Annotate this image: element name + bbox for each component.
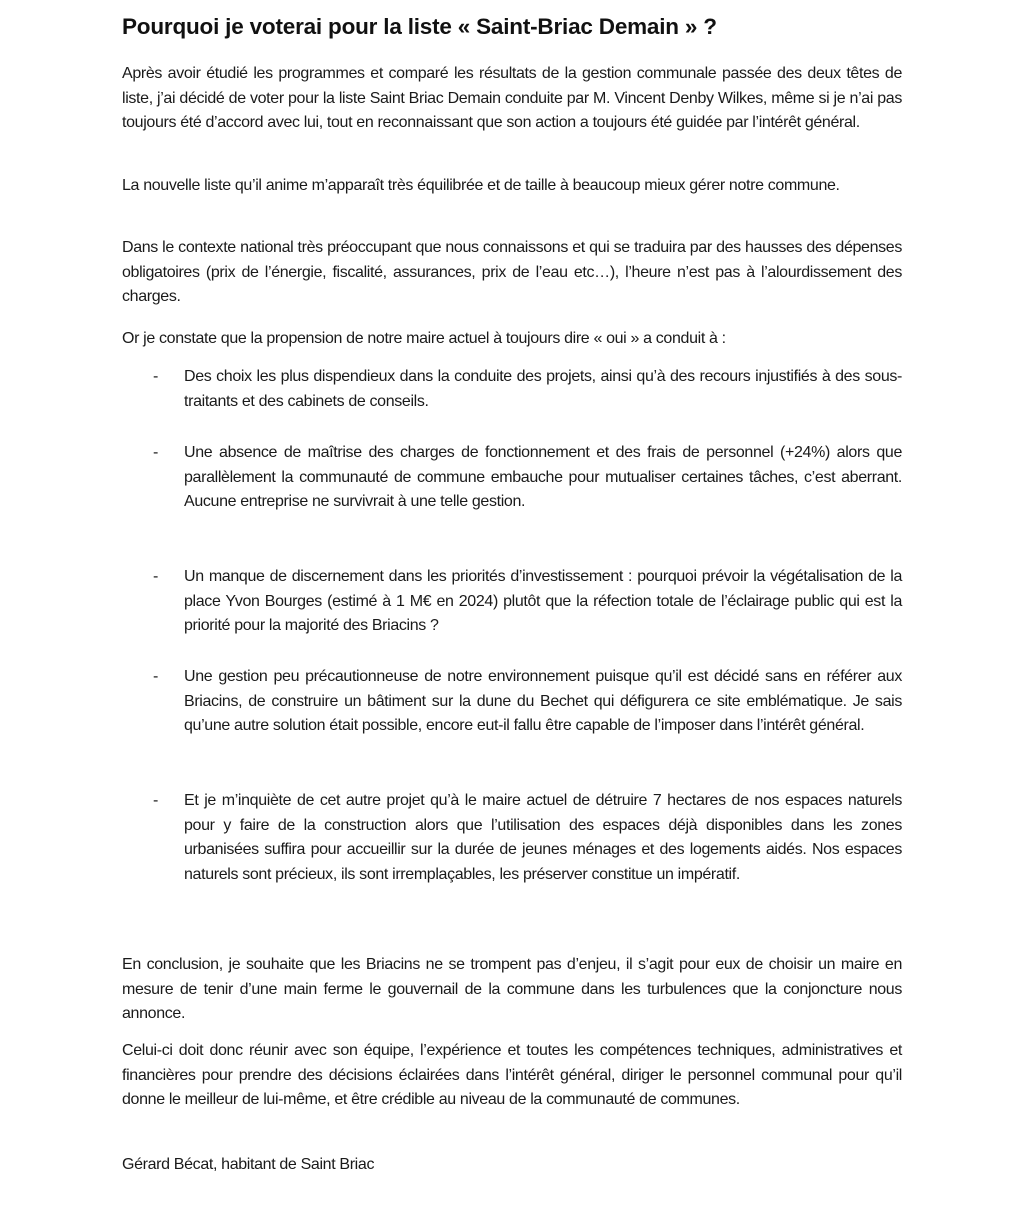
list-item [122,665,902,739]
list-item [122,365,902,414]
list-item [122,789,902,887]
list-item-text: Une gestion peu précautionneuse de notre environnement puisque qu’il est décidé sans en référer aux Briacins, de construire un bâtiment sur la dune du Bechet qui défigurera ce site emblématique. Je sais qu’une autre solution était possible, encore eut-il fallu être capable de l’imposer dans l’intérêt général. [184,668,902,735]
list-item [122,565,902,639]
paragraph-conclusion: En conclusion, je souhaite que les Briacins ne se trompent pas d’enjeu, il s’agit pour eux de choisir un maire en mesure de tenir d’une main ferme le gouvernail de la commune dans les turbulences que la conjoncture nous annonce. [122,956,902,1023]
signature: Gérard Bécat, habitant de Saint Briac [122,1156,375,1173]
paragraph-context: Dans le contexte national très préoccupant que nous connaissons et qui se traduira par des hausses des dépenses obligatoires (prix de l’énergie, fiscalité, assurances, prix de l’eau etc…), l’heure n’est pas à l’alourdissement des charges. [122,239,902,306]
paragraph-observation: Or je constate que la propension de notre maire actuel à toujours dire « oui » a conduit à : [122,330,726,347]
list-item-text: Des choix les plus dispendieux dans la conduite des projets, ainsi qu’à des recours injustifiés à des sous-traitants et des cabinets de conseils. [184,368,902,410]
bullet-dash: - [153,444,158,461]
list-item-text: Une absence de maîtrise des charges de fonctionnement et des frais de personnel (+24%) alors que parallèlement la communauté de commune embauche pour mutualiser certaines tâches, c’est aberrant. Aucune entreprise ne survivrait à une telle gestion. [184,444,902,511]
bullet-dash: - [153,368,158,385]
paragraph-requirements: Celui-ci doit donc réunir avec son équipe, l’expérience et toutes les compétences techniques, administratives et financières pour prendre des décisions éclairées dans l’intérêt général, diriger le personnel communal pour qu’il donne le meilleur de lui-même, et être crédible au niveau de la communauté de communes. [122,1042,902,1109]
list-item-text: Un manque de discernement dans les priorités d’investissement : pourquoi prévoir la végétalisation de la place Yvon Bourges (estimé à 1 M€ en 2024) plutôt que la réfection totale de l’éclairage public qui est la priorité pour la majorité des Briacins ? [184,568,902,635]
list-item [122,441,902,515]
paragraph-intro: Après avoir étudié les programmes et comparé les résultats de la gestion communale passée des deux têtes de liste, j’ai décidé de voter pour la liste Saint Briac Demain conduite par M. Vincent Denby Wilkes, même si je n’ai pas toujours été d’accord avec lui, tout en reconnaissant que son action a toujours été guidée par l’intérêt général. [122,65,902,132]
list-item-text: Et je m’inquiète de cet autre projet qu’à le maire actuel de détruire 7 hectares de nos espaces naturels pour y faire de la construction alors que l’utilisation des espaces déjà disponibles dans les zones urbanisées suffira pour accueillir sur la durée de jeunes ménages et des logements aidés. Nos espaces naturels sont précieux, ils sont irremplaçables, les préserver constitue un impératif. [184,792,902,883]
bullet-dash: - [153,668,158,685]
paragraph-new-list: La nouvelle liste qu’il anime m’apparaît très équilibrée et de taille à beaucoup mieux gérer notre commune. [122,177,840,194]
bullet-dash: - [153,568,158,585]
page-title: Pourquoi je voterai pour la liste « Saint-Briac Demain » ? [122,14,717,39]
bullet-dash: - [153,792,158,809]
